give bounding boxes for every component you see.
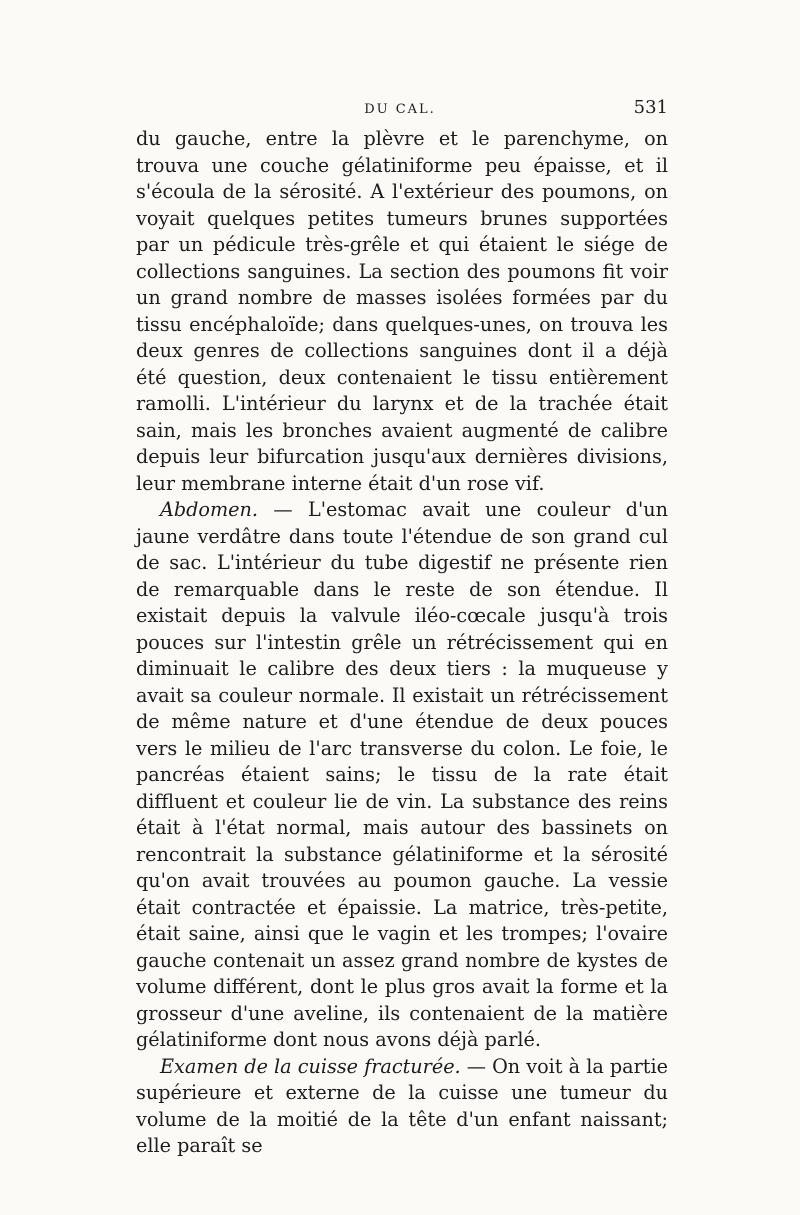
paragraph-text: — L'estomac avait une couleur d'un jaune verdâtre dans toute l'étendue de son grand cul de sac. L'intérieur du tube digestif ne présente rien de remarquable dans le reste de son étendue. Il existait depuis la valvule iléo-cœcale jusqu'à trois pouces sur l'intestin grêle un rétrécissement qui en diminuait le calibre des deux tiers : la muqueuse y avait sa couleur normale. Il existait un rétrécissement de même nature et d'une étendue de deux pouces vers le milieu de l'arc transverse du colon. Le foie, le pancréas étaient sains; le tissu de la rate était diffluent et couleur lie de vin. La substance des reins était à l'état normal, mais autour des bassinets on rencontrait la substance gélatiniforme et la sérosité qu'on avait trouvées au poumon gauche. La vessie était contractée et épaissie. La matrice, très-petite, était saine, ainsi que le vagin et les trompes; l'ovaire gauche contenait un assez grand nombre de kystes de volume différent, dont le plus gros avait la forme et la grosseur d'une aveline, ils contenaient de la matière gélatiniforme dont nous avons déjà parlé. xyxy=(136,498,668,1051)
running-title: DU CAL. xyxy=(364,102,436,117)
paragraph-text: du gauche, entre la plèvre et le parenchyme, on trouva une couche gélatiniforme peu épaisse, et il s'écoula de la sérosité. A l'extérieur des poumons, on voyait quelques petites tumeurs brunes supportées par un pédicule très-grêle et qui étaient le siége de collections sanguines. La section des poumons fit voir un grand nombre de masses isolées formées par du tissu encéphaloïde; dans quelques-unes, on trouva les deux genres de collections sanguines dont il a déjà été question, deux contenaient le tissu entièrement ramolli. L'intérieur du larynx et de la trachée était sain, mais les bronches avaient augmenté de calibre depuis leur bifurcation jusqu'aux dernières divisions, leur membrane interne était d'un rose vif. xyxy=(136,127,668,495)
paragraph-text: — On voit à la partie supérieure et externe de la cuisse une tumeur du volume de la moitié de la tête d'un enfant naissant; elle paraît se xyxy=(136,1054,668,1157)
paragraph-continuation xyxy=(136,126,668,497)
page-number: 531 xyxy=(633,97,668,118)
paragraph-abdomen xyxy=(136,497,668,1054)
body-text xyxy=(136,126,668,1160)
paragraph-examen xyxy=(136,1054,668,1160)
section-heading-examen: Examen de la cuisse fracturée. xyxy=(160,1054,461,1078)
section-heading-abdomen: Abdomen. xyxy=(160,498,258,521)
